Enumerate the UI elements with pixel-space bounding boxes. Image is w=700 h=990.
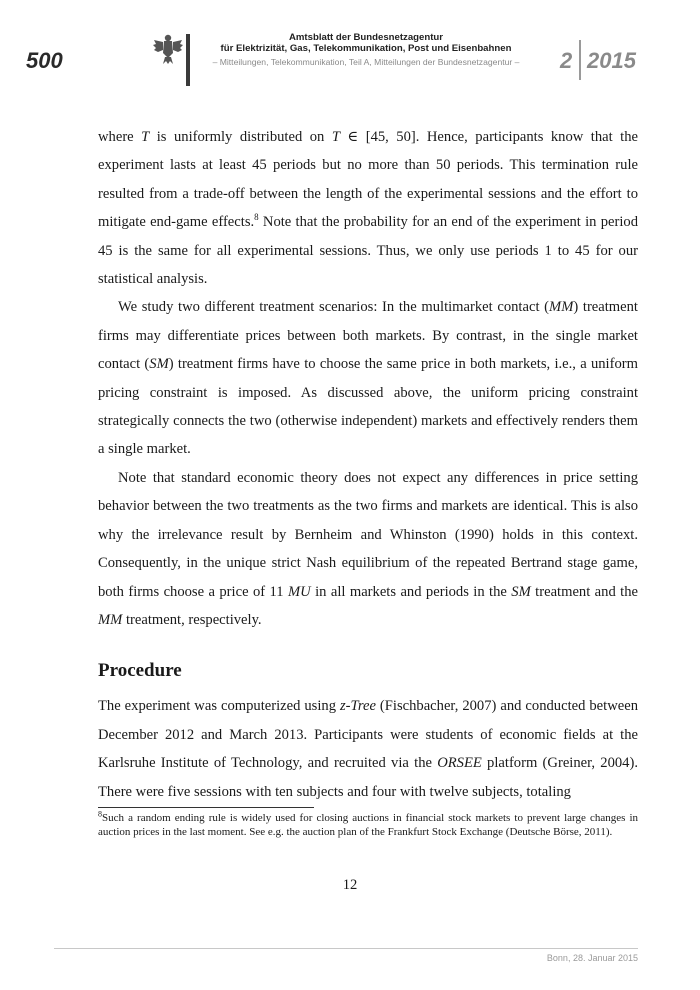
page-number: 12 <box>342 877 358 893</box>
paragraph-1: where T is uniformly distributed on T ∈ [45, 50]. Hence, participants know that the experiment lasts at least 45 periods but no more than 50 periods. This termination rule resulted from a trade-off between the length of the experimental sessions and the effort to mitigate end-game effects.$^8$ Note that the probability for an end of the experiment in period 45 is the same for all experimental sessions. Thus, we only use periods 1 to 45 for our statistical analysis. <box>98 129 638 288</box>
footnote-text: Such a random ending rule is widely used for closing auctions in financial stock markets to prevent large changes in auction prices in the last moment. See e.g. the auction plan of the Frankfurt Stock Exchange (Deutsche Börse, 2011). <box>98 812 638 838</box>
paragraph-4: The experiment was computerized using z-Tree (Fischbacher, 2007) and conducted between December 2012 and March 2013. Participants were students of economic fields at the Karlsruhe Institute of Technology, and recruited via the ORSEE platform (Greiner, 2004). There were five sessions with ten subjects and four with twelve subjects, totaling <box>98 698 638 800</box>
main-text <box>98 123 638 806</box>
footnote <box>98 811 638 839</box>
footnote-ref[interactable]: 8 <box>254 212 259 223</box>
header-title-line2: für Elektrizität, Gas, Telekommunikation, Post und Eisenbahnen <box>220 43 512 54</box>
header-page-number: 500 <box>26 48 63 73</box>
header-title-line1: Amtsblatt der Bundesnetzagentur <box>288 32 444 43</box>
footer-date: Bonn, 28. Januar 2015 <box>546 953 638 963</box>
paragraph-3: Note that standard economic theory does not expect any differences in price setting behavior between the two treatments as the two firms and markets are identical. This is also why the irrelevance result by Bernheim and Whinston (1990) holds in this context. Consequently, in the unique strict Nash equilibrium of the repeated Bertrand stage game, both firms choose a price of 11 MU in all markets and periods in the SM treatment and the MM treatment, respectively. <box>98 469 638 628</box>
header-issue: 2 <box>560 48 573 73</box>
footnote-rule <box>98 807 314 808</box>
header-subtitle: – Mitteilungen, Telekommunikation, Teil A, Mitteilungen der Bundesnetzagentur – <box>212 57 520 67</box>
section-heading: Procedure <box>98 660 182 682</box>
footer-rule <box>54 948 638 949</box>
federal-eagle-icon <box>153 33 183 65</box>
header-year: 2015 <box>587 48 636 73</box>
header-issue-divider <box>579 40 581 80</box>
footnote-mark: 8 <box>98 809 102 819</box>
paragraph-2: We study two different treatment scenarios: In the multimarket contact (MM) treatment firms may differentiate prices between both markets. By contrast, in the single market contact (SM) treatment firms have to choose the same price in both markets, i.e., a uniform pricing constraint is imposed. As discussed above, the uniform pricing constraint strategically connects the two (otherwise independent) markets and effectively renders them a single market. <box>98 299 638 458</box>
header-divider <box>186 34 190 86</box>
header-title <box>196 32 536 54</box>
